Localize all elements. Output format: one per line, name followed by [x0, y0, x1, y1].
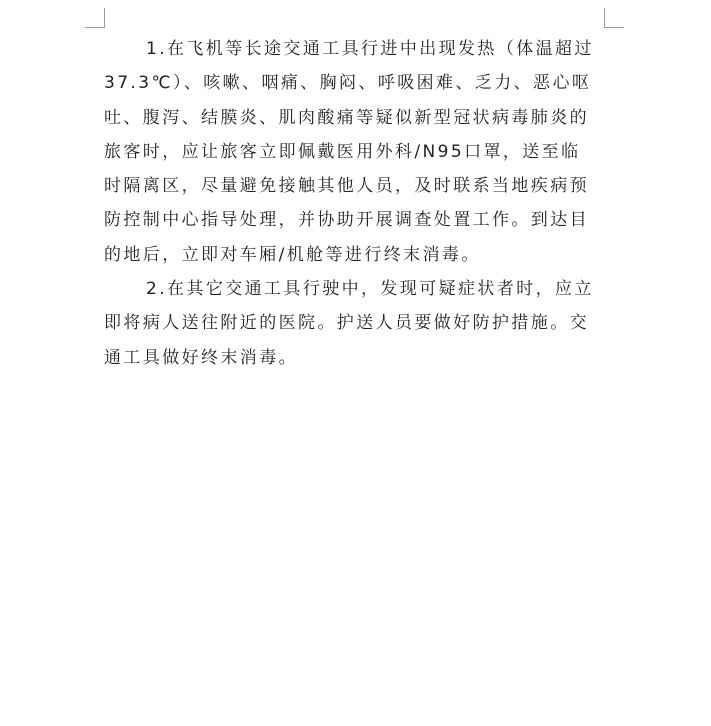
paragraph-line: 通工具做好终末消毒。	[104, 347, 298, 368]
crop-mark-top-left	[85, 8, 105, 28]
paragraph-2	[104, 272, 604, 375]
paragraph-line: 旅客时，应让旅客立即佩戴医用外科/N95口罩，送至临	[104, 141, 581, 162]
document-body	[104, 32, 604, 375]
paragraph-1	[104, 32, 604, 272]
paragraph-line: 即将病人送往附近的医院。护送人员要做好防护措施。交	[104, 313, 589, 334]
paragraph-line: 吐、腹泻、结膜炎、肌肉酸痛等疑似新型冠状病毒肺炎的	[104, 107, 589, 128]
paragraph-line: 时隔离区，尽量避免接触其他人员，及时联系当地疾病预	[104, 176, 589, 197]
paragraph-line: 1.在飞机等长途交通工具行进中出现发热（体温超过	[146, 39, 594, 59]
paragraph-line: 2.在其它交通工具行驶中，发现可疑症状者时，应立	[146, 279, 594, 300]
crop-mark-top-right	[604, 8, 624, 28]
paragraph-line: 的地后，立即对车厢/机舱等进行终末消毒。	[104, 244, 481, 265]
paragraph-line: 37.3℃）、咳嗽、咽痛、胸闷、呼吸困难、乏力、恶心呕	[104, 73, 592, 94]
paragraph-line: 防控制中心指导处理，并协助开展调查处置工作。到达目	[104, 210, 589, 231]
